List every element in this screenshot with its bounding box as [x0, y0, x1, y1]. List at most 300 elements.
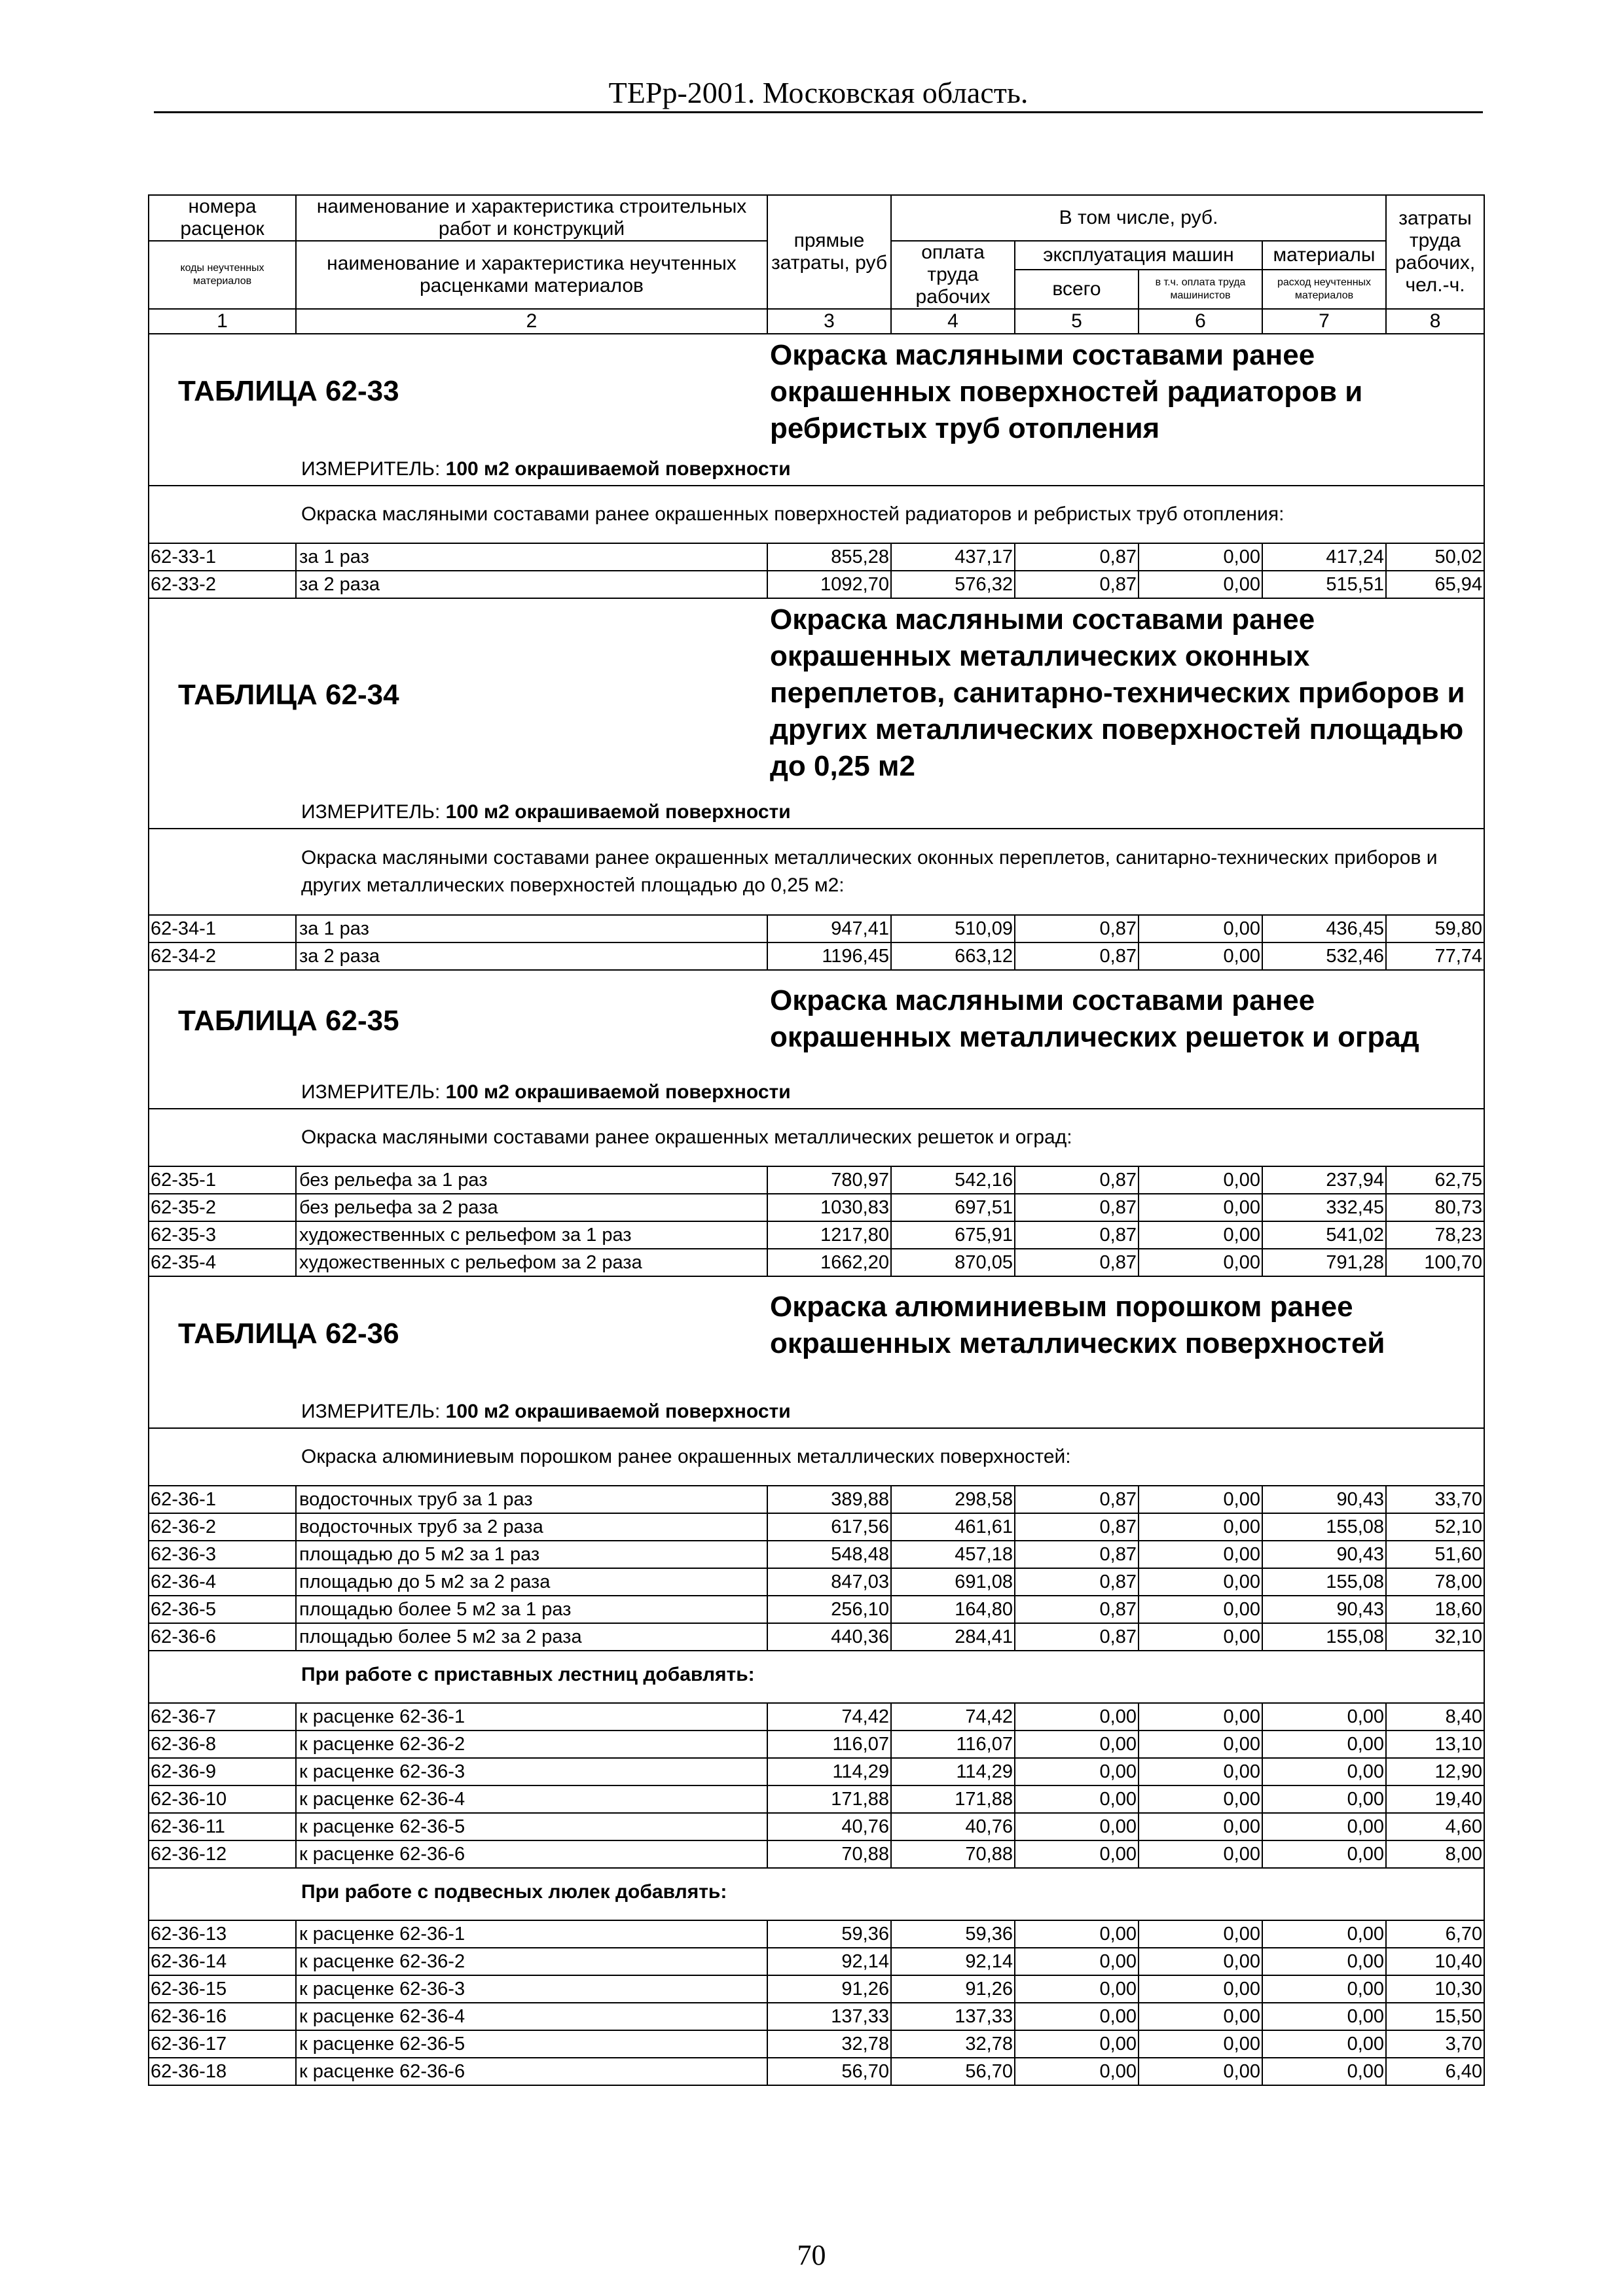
title-rule: [154, 111, 1483, 113]
rates-table: [148, 194, 1485, 2086]
cell-labor-hours: 4,60: [1386, 1813, 1484, 1840]
cell-direct-costs: 1662,20: [767, 1249, 891, 1276]
col-number: 4: [891, 309, 1015, 334]
measure-label: ИЗМЕРИТЕЛЬ:: [301, 1401, 441, 1422]
cell-wages: 91,26: [891, 1975, 1015, 2003]
measure-value: 100 м2 окрашиваемой поверхности: [445, 458, 791, 480]
table-row: [149, 1221, 1484, 1249]
table-row: [149, 1623, 1484, 1651]
cell-materials: 0,00: [1262, 2030, 1386, 2058]
cell-wages: 59,36: [891, 1920, 1015, 1948]
cell-operator-wages: 0,00: [1139, 1948, 1262, 1975]
cell-direct-costs: 617,56: [767, 1513, 891, 1541]
cell-materials: 0,00: [1262, 1840, 1386, 1868]
cell-operator-wages: 0,00: [1139, 1513, 1262, 1541]
cell-work-description: к расценке 62-36-4: [296, 2003, 767, 2030]
cell-wages: 542,16: [891, 1166, 1015, 1194]
section-title: Окраска масляными составами ранее окрашенных поверхностей радиаторов и ребристых труб отопления: [770, 339, 1363, 444]
section-title: Окраска масляными составами ранее окрашенных металлических оконных переплетов, санитарно-технических приборов и других металлических поверхностей площадью до 0,25 м2: [770, 603, 1465, 782]
cell-machines-total: 0,00: [1015, 1813, 1139, 1840]
cell-wages: 56,70: [891, 2058, 1015, 2085]
section-title: Окраска масляными составами ранее окрашенных металлических решеток и оград: [770, 984, 1419, 1053]
cell-materials: 155,08: [1262, 1513, 1386, 1541]
col-header-work-name: наименование и характеристика строительных работ и конструкций: [296, 195, 767, 241]
cell-materials: 155,08: [1262, 1623, 1386, 1651]
cell-machines-total: 0,00: [1015, 1785, 1139, 1813]
measure-value: 100 м2 окрашиваемой поверхности: [445, 1081, 791, 1103]
table-row: [149, 915, 1484, 942]
cell-work-description: водосточных труб за 2 раза: [296, 1513, 767, 1541]
cell-work-description: за 1 раз: [296, 543, 767, 571]
section-header-row: [149, 334, 1484, 486]
cell-labor-hours: 12,90: [1386, 1758, 1484, 1785]
cell-direct-costs: 440,36: [767, 1623, 891, 1651]
cell-operator-wages: 0,00: [1139, 1840, 1262, 1868]
cell-rate-code: 62-34-1: [149, 915, 296, 942]
cell-direct-costs: 171,88: [767, 1785, 891, 1813]
cell-operator-wages: 0,00: [1139, 571, 1262, 598]
cell-labor-hours: 52,10: [1386, 1513, 1484, 1541]
cell-machines-total: 0,87: [1015, 571, 1139, 598]
cell-wages: 691,08: [891, 1568, 1015, 1596]
cell-direct-costs: 855,28: [767, 543, 891, 571]
cell-direct-costs: 91,26: [767, 1975, 891, 2003]
cell-direct-costs: 40,76: [767, 1813, 891, 1840]
cell-machines-total: 0,00: [1015, 1840, 1139, 1868]
cell-rate-code: 62-36-1: [149, 1486, 296, 1513]
table-row: [149, 2058, 1484, 2085]
cell-labor-hours: 77,74: [1386, 942, 1484, 970]
table-row: [149, 1758, 1484, 1785]
cell-materials: 0,00: [1262, 2058, 1386, 2085]
cell-rate-code: 62-36-7: [149, 1703, 296, 1731]
cell-wages: 461,61: [891, 1513, 1015, 1541]
cell-materials: 90,43: [1262, 1541, 1386, 1568]
section-subtitle-row: [149, 1109, 1484, 1166]
cell-wages: 437,17: [891, 543, 1015, 571]
cell-operator-wages: 0,00: [1139, 1221, 1262, 1249]
cell-direct-costs: 74,42: [767, 1703, 891, 1731]
cell-machines-total: 0,87: [1015, 1568, 1139, 1596]
cell-rate-code: 62-36-12: [149, 1840, 296, 1868]
cell-rate-code: 62-33-2: [149, 571, 296, 598]
cell-labor-hours: 3,70: [1386, 2030, 1484, 2058]
table-row: [149, 543, 1484, 571]
page-number: 70: [797, 2239, 826, 2271]
cell-labor-hours: 13,10: [1386, 1731, 1484, 1758]
cell-work-description: водосточных труб за 1 раз: [296, 1486, 767, 1513]
table-row: [149, 1486, 1484, 1513]
cell-direct-costs: 780,97: [767, 1166, 891, 1194]
col-header-machines: эксплуатация машин: [1015, 241, 1262, 270]
col-number: 3: [767, 309, 891, 334]
table-row: [149, 1813, 1484, 1840]
cell-machines-total: 0,87: [1015, 1249, 1139, 1276]
col-number: 8: [1386, 309, 1484, 334]
cell-direct-costs: 59,36: [767, 1920, 891, 1948]
cell-wages: 164,80: [891, 1596, 1015, 1623]
cell-work-description: площадью более 5 м2 за 1 раз: [296, 1596, 767, 1623]
cell-direct-costs: 137,33: [767, 2003, 891, 2030]
cell-machines-total: 0,87: [1015, 1541, 1139, 1568]
cell-work-description: художественных с рельефом за 1 раз: [296, 1221, 767, 1249]
section-subtitle: Окраска масляными составами ранее окрашенных металлических оконных переплетов, санитарно-технических приборов и других металлических поверхностей площадью до 0,25 м2:: [149, 829, 1484, 915]
measure-label: ИЗМЕРИТЕЛЬ:: [301, 1081, 441, 1103]
section-table-number: ТАБЛИЦА 62-36: [178, 1318, 399, 1350]
cell-rate-code: 62-35-1: [149, 1166, 296, 1194]
cell-wages: 298,58: [891, 1486, 1015, 1513]
col-number: 2: [296, 309, 767, 334]
cell-rate-code: 62-36-16: [149, 2003, 296, 2030]
cell-operator-wages: 0,00: [1139, 543, 1262, 571]
section-subtitle-row: [149, 486, 1484, 543]
cell-direct-costs: 92,14: [767, 1948, 891, 1975]
section-measure: [301, 1400, 791, 1424]
section-header: [149, 334, 1484, 486]
section-subtitle-row: [149, 829, 1484, 915]
cell-machines-total: 0,00: [1015, 2030, 1139, 2058]
cell-operator-wages: 0,00: [1139, 1596, 1262, 1623]
cell-operator-wages: 0,00: [1139, 1166, 1262, 1194]
cell-machines-total: 0,00: [1015, 2058, 1139, 2085]
cell-work-description: за 2 раза: [296, 942, 767, 970]
cell-work-description: площадью до 5 м2 за 1 раз: [296, 1541, 767, 1568]
cell-machines-total: 0,00: [1015, 1948, 1139, 1975]
cell-wages: 510,09: [891, 915, 1015, 942]
cell-direct-costs: 256,10: [767, 1596, 891, 1623]
cell-wages: 675,91: [891, 1221, 1015, 1249]
cell-materials: 436,45: [1262, 915, 1386, 942]
section-subtitle: Окраска масляными составами ранее окрашенных металлических решеток и оград:: [149, 1109, 1484, 1166]
cell-wages: 74,42: [891, 1703, 1015, 1731]
cell-direct-costs: 1030,83: [767, 1194, 891, 1221]
cell-labor-hours: 50,02: [1386, 543, 1484, 571]
section-table-number: ТАБЛИЦА 62-35: [178, 1005, 399, 1037]
cell-wages: 116,07: [891, 1731, 1015, 1758]
cell-operator-wages: 0,00: [1139, 1731, 1262, 1758]
measure-value: 100 м2 окрашиваемой поверхности: [445, 801, 791, 823]
cell-wages: 870,05: [891, 1249, 1015, 1276]
cell-work-description: за 2 раза: [296, 571, 767, 598]
cell-work-description: к расценке 62-36-3: [296, 1758, 767, 1785]
section-header: [149, 598, 1484, 829]
cell-wages: 40,76: [891, 1813, 1015, 1840]
cell-labor-hours: 59,80: [1386, 915, 1484, 942]
col-number: 7: [1262, 309, 1386, 334]
table-row: [149, 1541, 1484, 1568]
section-header-row: [149, 598, 1484, 829]
cell-rate-code: 62-36-13: [149, 1920, 296, 1948]
table-row: [149, 1249, 1484, 1276]
section-subtitle: Окраска масляными составами ранее окрашенных поверхностей радиаторов и ребристых труб отопления:: [149, 486, 1484, 543]
cell-machines-total: 0,87: [1015, 1623, 1139, 1651]
cell-operator-wages: 0,00: [1139, 2030, 1262, 2058]
cell-rate-code: 62-36-4: [149, 1568, 296, 1596]
cell-work-description: площадью до 5 м2 за 2 раза: [296, 1568, 767, 1596]
cell-work-description: к расценке 62-36-5: [296, 1813, 767, 1840]
section-header-row: [149, 1276, 1484, 1428]
cell-wages: 576,32: [891, 571, 1015, 598]
cell-operator-wages: 0,00: [1139, 942, 1262, 970]
cell-wages: 32,78: [891, 2030, 1015, 2058]
cell-operator-wages: 0,00: [1139, 1920, 1262, 1948]
cell-wages: 457,18: [891, 1541, 1015, 1568]
col-number: 1: [149, 309, 296, 334]
cell-labor-hours: 10,30: [1386, 1975, 1484, 2003]
section-table-number: ТАБЛИЦА 62-33: [178, 375, 399, 407]
cell-materials: 332,45: [1262, 1194, 1386, 1221]
cell-materials: 237,94: [1262, 1166, 1386, 1194]
cell-wages: 171,88: [891, 1785, 1015, 1813]
cell-rate-code: 62-34-2: [149, 942, 296, 970]
cell-labor-hours: 51,60: [1386, 1541, 1484, 1568]
col-header-direct-costs: прямые затраты, руб: [767, 195, 891, 309]
cell-operator-wages: 0,00: [1139, 915, 1262, 942]
cell-work-description: за 1 раз: [296, 915, 767, 942]
cell-rate-code: 62-33-1: [149, 543, 296, 571]
cell-machines-total: 0,00: [1015, 1703, 1139, 1731]
cell-operator-wages: 0,00: [1139, 1194, 1262, 1221]
cell-materials: 0,00: [1262, 2003, 1386, 2030]
col-header-including: В том числе, руб.: [891, 195, 1386, 241]
col-header-rate-number: номера расценок: [149, 195, 296, 241]
cell-direct-costs: 1092,70: [767, 571, 891, 598]
cell-direct-costs: 32,78: [767, 2030, 891, 2058]
cell-machines-total: 0,87: [1015, 942, 1139, 970]
cell-materials: 541,02: [1262, 1221, 1386, 1249]
cell-labor-hours: 10,40: [1386, 1948, 1484, 1975]
cell-machines-total: 0,00: [1015, 2003, 1139, 2030]
cell-work-description: к расценке 62-36-5: [296, 2030, 767, 2058]
cell-machines-total: 0,87: [1015, 1486, 1139, 1513]
measure-label: ИЗМЕРИТЕЛЬ:: [301, 458, 441, 480]
cell-work-description: к расценке 62-36-6: [296, 1840, 767, 1868]
cell-machines-total: 0,87: [1015, 1194, 1139, 1221]
section-header: [149, 970, 1484, 1109]
cell-labor-hours: 78,23: [1386, 1221, 1484, 1249]
cell-rate-code: 62-35-4: [149, 1249, 296, 1276]
header-row-1: [149, 195, 1484, 241]
cell-labor-hours: 62,75: [1386, 1166, 1484, 1194]
table-row: [149, 1785, 1484, 1813]
col-header-materials: материалы: [1262, 241, 1386, 270]
cell-materials: 0,00: [1262, 1920, 1386, 1948]
cell-wages: 663,12: [891, 942, 1015, 970]
cell-materials: 90,43: [1262, 1486, 1386, 1513]
cell-machines-total: 0,00: [1015, 1920, 1139, 1948]
col-header-labor-costs: затраты труда рабочих, чел.-ч.: [1386, 195, 1484, 309]
cell-rate-code: 62-36-9: [149, 1758, 296, 1785]
cell-materials: 0,00: [1262, 1975, 1386, 2003]
table-row: [149, 1948, 1484, 1975]
cell-direct-costs: 1196,45: [767, 942, 891, 970]
col-header-material-consumption: расход неучтенных материалов: [1262, 270, 1386, 309]
section-header: [149, 1276, 1484, 1428]
table-row: [149, 1840, 1484, 1868]
column-numbers-row: [149, 309, 1484, 334]
cell-materials: 791,28: [1262, 1249, 1386, 1276]
cell-labor-hours: 8,00: [1386, 1840, 1484, 1868]
cell-wages: 697,51: [891, 1194, 1015, 1221]
cell-work-description: к расценке 62-36-2: [296, 1731, 767, 1758]
table-row: [149, 1975, 1484, 2003]
cell-direct-costs: 1217,80: [767, 1221, 891, 1249]
cell-operator-wages: 0,00: [1139, 2003, 1262, 2030]
col-header-wages: оплата труда рабочих: [891, 241, 1015, 309]
cell-direct-costs: 56,70: [767, 2058, 891, 2085]
section-measure: [301, 457, 791, 481]
cell-operator-wages: 0,00: [1139, 1568, 1262, 1596]
cell-wages: 114,29: [891, 1758, 1015, 1785]
col-number: 5: [1015, 309, 1139, 334]
section-measure: [301, 1081, 791, 1104]
cell-wages: 137,33: [891, 2003, 1015, 2030]
cell-rate-code: 62-36-14: [149, 1948, 296, 1975]
cell-labor-hours: 33,70: [1386, 1486, 1484, 1513]
cell-labor-hours: 65,94: [1386, 571, 1484, 598]
cell-machines-total: 0,87: [1015, 1166, 1139, 1194]
cell-labor-hours: 80,73: [1386, 1194, 1484, 1221]
page-title: ТЕРр-2001. Московская область.: [608, 76, 1029, 109]
cell-rate-code: 62-36-18: [149, 2058, 296, 2085]
cell-direct-costs: 847,03: [767, 1568, 891, 1596]
cell-labor-hours: 19,40: [1386, 1785, 1484, 1813]
col-number: 6: [1139, 309, 1262, 334]
cell-labor-hours: 6,70: [1386, 1920, 1484, 1948]
cell-operator-wages: 0,00: [1139, 1813, 1262, 1840]
cell-machines-total: 0,87: [1015, 915, 1139, 942]
cell-labor-hours: 8,40: [1386, 1703, 1484, 1731]
cell-operator-wages: 0,00: [1139, 1785, 1262, 1813]
section-header-row: [149, 970, 1484, 1109]
cell-work-description: без рельефа за 1 раз: [296, 1166, 767, 1194]
cell-operator-wages: 0,00: [1139, 1703, 1262, 1731]
cell-rate-code: 62-36-10: [149, 1785, 296, 1813]
cell-materials: 0,00: [1262, 1813, 1386, 1840]
cell-work-description: без рельефа за 2 раза: [296, 1194, 767, 1221]
cell-labor-hours: 6,40: [1386, 2058, 1484, 2085]
cell-rate-code: 62-35-2: [149, 1194, 296, 1221]
cell-labor-hours: 100,70: [1386, 1249, 1484, 1276]
cell-materials: 0,00: [1262, 1703, 1386, 1731]
table-row: [149, 942, 1484, 970]
cell-rate-code: 62-36-2: [149, 1513, 296, 1541]
cell-work-description: к расценке 62-36-2: [296, 1948, 767, 1975]
cell-operator-wages: 0,00: [1139, 1541, 1262, 1568]
group-subtitle: При работе с подвесных люлек добавлять:: [149, 1868, 1484, 1920]
cell-work-description: художественных с рельефом за 2 раза: [296, 1249, 767, 1276]
cell-machines-total: 0,87: [1015, 1596, 1139, 1623]
table-row: [149, 1596, 1484, 1623]
cell-rate-code: 62-36-11: [149, 1813, 296, 1840]
cell-direct-costs: 70,88: [767, 1840, 891, 1868]
section-table-number: ТАБЛИЦА 62-34: [178, 679, 399, 711]
section-subtitle-row: [149, 1428, 1484, 1486]
col-header-machines-total: всего: [1015, 270, 1139, 309]
table-row: [149, 1194, 1484, 1221]
cell-operator-wages: 0,00: [1139, 1975, 1262, 2003]
cell-work-description: к расценке 62-36-1: [296, 1703, 767, 1731]
cell-direct-costs: 116,07: [767, 1731, 891, 1758]
cell-operator-wages: 0,00: [1139, 1249, 1262, 1276]
cell-work-description: площадью более 5 м2 за 2 раза: [296, 1623, 767, 1651]
cell-rate-code: 62-36-5: [149, 1596, 296, 1623]
table-row: [149, 1513, 1484, 1541]
cell-labor-hours: 15,50: [1386, 2003, 1484, 2030]
table-row: [149, 1703, 1484, 1731]
cell-rate-code: 62-35-3: [149, 1221, 296, 1249]
cell-rate-code: 62-36-17: [149, 2030, 296, 2058]
table-row: [149, 1166, 1484, 1194]
measure-value: 100 м2 окрашиваемой поверхности: [445, 1401, 791, 1422]
cell-wages: 284,41: [891, 1623, 1015, 1651]
section-subtitle: Окраска алюминиевым порошком ранее окрашенных металлических поверхностей:: [149, 1428, 1484, 1486]
cell-direct-costs: 548,48: [767, 1541, 891, 1568]
measure-label: ИЗМЕРИТЕЛЬ:: [301, 801, 441, 823]
cell-materials: 90,43: [1262, 1596, 1386, 1623]
cell-operator-wages: 0,00: [1139, 2058, 1262, 2085]
group-subtitle-row: [149, 1651, 1484, 1703]
cell-machines-total: 0,87: [1015, 543, 1139, 571]
cell-machines-total: 0,00: [1015, 1731, 1139, 1758]
cell-machines-total: 0,00: [1015, 1758, 1139, 1785]
col-header-operator-wages: в т.ч. оплата труда машинистов: [1139, 270, 1262, 309]
cell-materials: 0,00: [1262, 1731, 1386, 1758]
cell-materials: 515,51: [1262, 571, 1386, 598]
cell-materials: 0,00: [1262, 1785, 1386, 1813]
section-title: Окраска алюминиевым порошком ранее окрашенных металлических поверхностей: [770, 1291, 1385, 1359]
table-row: [149, 2030, 1484, 2058]
cell-work-description: к расценке 62-36-3: [296, 1975, 767, 2003]
cell-rate-code: 62-36-15: [149, 1975, 296, 2003]
cell-machines-total: 0,00: [1015, 1975, 1139, 2003]
section-measure: [301, 800, 791, 824]
cell-work-description: к расценке 62-36-6: [296, 2058, 767, 2085]
cell-rate-code: 62-36-8: [149, 1731, 296, 1758]
cell-rate-code: 62-36-6: [149, 1623, 296, 1651]
cell-operator-wages: 0,00: [1139, 1623, 1262, 1651]
group-subtitle: При работе с приставных лестниц добавлять:: [149, 1651, 1484, 1703]
cell-rate-code: 62-36-3: [149, 1541, 296, 1568]
cell-wages: 70,88: [891, 1840, 1015, 1868]
cell-work-description: к расценке 62-36-4: [296, 1785, 767, 1813]
table-row: [149, 571, 1484, 598]
table-row: [149, 1568, 1484, 1596]
cell-wages: 92,14: [891, 1948, 1015, 1975]
cell-direct-costs: 389,88: [767, 1486, 891, 1513]
col-header-material-name: наименование и характеристика неучтенных расценками материалов: [296, 241, 767, 309]
cell-materials: 0,00: [1262, 1758, 1386, 1785]
cell-materials: 155,08: [1262, 1568, 1386, 1596]
cell-machines-total: 0,87: [1015, 1221, 1139, 1249]
table-row: [149, 1920, 1484, 1948]
rates-table-frame: [148, 194, 1484, 2086]
cell-materials: 417,24: [1262, 543, 1386, 571]
table-row: [149, 1731, 1484, 1758]
cell-machines-total: 0,87: [1015, 1513, 1139, 1541]
cell-work-description: к расценке 62-36-1: [296, 1920, 767, 1948]
cell-materials: 0,00: [1262, 1948, 1386, 1975]
cell-labor-hours: 32,10: [1386, 1623, 1484, 1651]
cell-operator-wages: 0,00: [1139, 1758, 1262, 1785]
col-header-material-codes: коды неучтенных материалов: [149, 241, 296, 309]
cell-labor-hours: 18,60: [1386, 1596, 1484, 1623]
table-row: [149, 2003, 1484, 2030]
cell-labor-hours: 78,00: [1386, 1568, 1484, 1596]
cell-operator-wages: 0,00: [1139, 1486, 1262, 1513]
cell-materials: 532,46: [1262, 942, 1386, 970]
group-subtitle-row: [149, 1868, 1484, 1920]
